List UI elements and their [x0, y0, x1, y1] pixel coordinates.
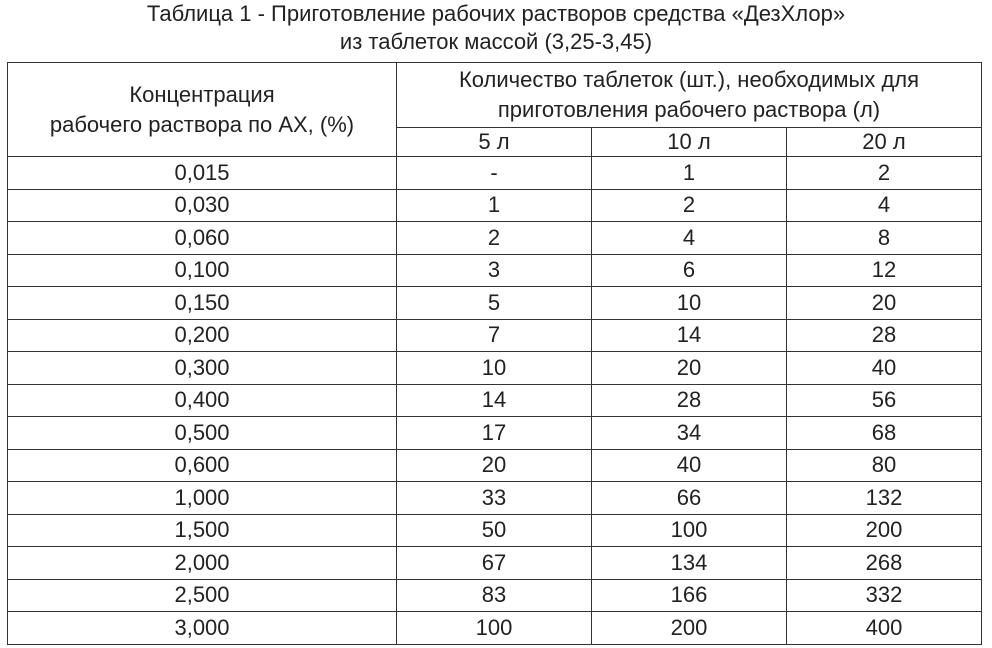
cell-concentration: 2,500 — [8, 579, 397, 612]
cell-5l: 14 — [397, 384, 592, 417]
cell-concentration: 0,300 — [8, 352, 397, 385]
cell-10l: 14 — [592, 319, 787, 352]
cell-20l: 332 — [787, 579, 982, 612]
cell-20l: 68 — [787, 417, 982, 450]
cell-10l: 200 — [592, 612, 787, 645]
cell-20l: 4 — [787, 189, 982, 222]
cell-10l: 2 — [592, 189, 787, 222]
cell-10l: 134 — [592, 547, 787, 580]
cell-20l: 40 — [787, 352, 982, 385]
table-row — [8, 189, 982, 222]
cell-concentration: 0,015 — [8, 157, 397, 190]
table-row — [8, 287, 982, 320]
cell-concentration: 0,600 — [8, 449, 397, 482]
cell-5l: 7 — [397, 319, 592, 352]
table-row — [8, 157, 982, 190]
cell-concentration: 0,060 — [8, 222, 397, 255]
cell-20l: 400 — [787, 612, 982, 645]
cell-20l: 80 — [787, 449, 982, 482]
table-row — [8, 579, 982, 612]
cell-concentration: 1,500 — [8, 514, 397, 547]
cell-5l: 17 — [397, 417, 592, 450]
header-quantity-line2: приготовления рабочего раствора (л) — [497, 97, 881, 122]
header-quantity-line1: Количество таблеток (шт.), необходимых для — [458, 67, 920, 92]
header-concentration-line2: рабочего раствора по АХ, (%) — [49, 111, 355, 137]
header-concentration-line1: Концентрация — [129, 81, 275, 107]
dilution-table — [7, 62, 982, 645]
table-row — [8, 514, 982, 547]
cell-5l: - — [397, 157, 592, 190]
cell-10l: 166 — [592, 579, 787, 612]
table-row — [8, 417, 982, 450]
cell-20l: 2 — [787, 157, 982, 190]
cell-concentration: 2,000 — [8, 547, 397, 580]
cell-5l: 67 — [397, 547, 592, 580]
cell-10l: 40 — [592, 449, 787, 482]
caption-subtitle: из таблеток массой (3,25-3,45) — [339, 29, 653, 54]
cell-20l: 56 — [787, 384, 982, 417]
cell-concentration: 0,100 — [8, 254, 397, 287]
cell-10l: 4 — [592, 222, 787, 255]
table-row — [8, 319, 982, 352]
table-row — [8, 352, 982, 385]
cell-5l: 3 — [397, 254, 592, 287]
cell-20l: 8 — [787, 222, 982, 255]
cell-10l: 34 — [592, 417, 787, 450]
cell-10l: 28 — [592, 384, 787, 417]
cell-20l: 20 — [787, 287, 982, 320]
table-row — [8, 254, 982, 287]
cell-20l: 12 — [787, 254, 982, 287]
cell-10l: 66 — [592, 482, 787, 515]
cell-20l: 28 — [787, 319, 982, 352]
header-quantity — [397, 63, 982, 128]
cell-concentration: 0,030 — [8, 189, 397, 222]
cell-concentration: 0,200 — [8, 319, 397, 352]
cell-concentration: 0,150 — [8, 287, 397, 320]
cell-concentration: 3,000 — [8, 612, 397, 645]
cell-5l: 1 — [397, 189, 592, 222]
cell-5l: 10 — [397, 352, 592, 385]
cell-5l: 50 — [397, 514, 592, 547]
header-volume-10: 10 л — [592, 128, 787, 157]
table-row — [8, 384, 982, 417]
caption-title: Таблица 1 - Приготовление рабочих растворов средства «ДезХлор» — [146, 1, 846, 26]
header-volume-20: 20 л — [787, 128, 982, 157]
cell-10l: 1 — [592, 157, 787, 190]
cell-10l: 10 — [592, 287, 787, 320]
cell-10l: 100 — [592, 514, 787, 547]
cell-20l: 268 — [787, 547, 982, 580]
cell-10l: 6 — [592, 254, 787, 287]
table-caption — [0, 0, 992, 56]
cell-10l: 20 — [592, 352, 787, 385]
table-row — [8, 222, 982, 255]
table-row — [8, 482, 982, 515]
cell-concentration: 0,500 — [8, 417, 397, 450]
cell-5l: 33 — [397, 482, 592, 515]
cell-5l: 83 — [397, 579, 592, 612]
cell-20l: 132 — [787, 482, 982, 515]
cell-5l: 2 — [397, 222, 592, 255]
header-volume-5: 5 л — [397, 128, 592, 157]
table-row — [8, 547, 982, 580]
cell-5l: 5 — [397, 287, 592, 320]
cell-5l: 100 — [397, 612, 592, 645]
cell-concentration: 0,400 — [8, 384, 397, 417]
header-concentration — [8, 63, 397, 157]
table-body — [8, 157, 982, 645]
table-row — [8, 449, 982, 482]
table-row — [8, 612, 982, 645]
cell-5l: 20 — [397, 449, 592, 482]
cell-concentration: 1,000 — [8, 482, 397, 515]
cell-20l: 200 — [787, 514, 982, 547]
